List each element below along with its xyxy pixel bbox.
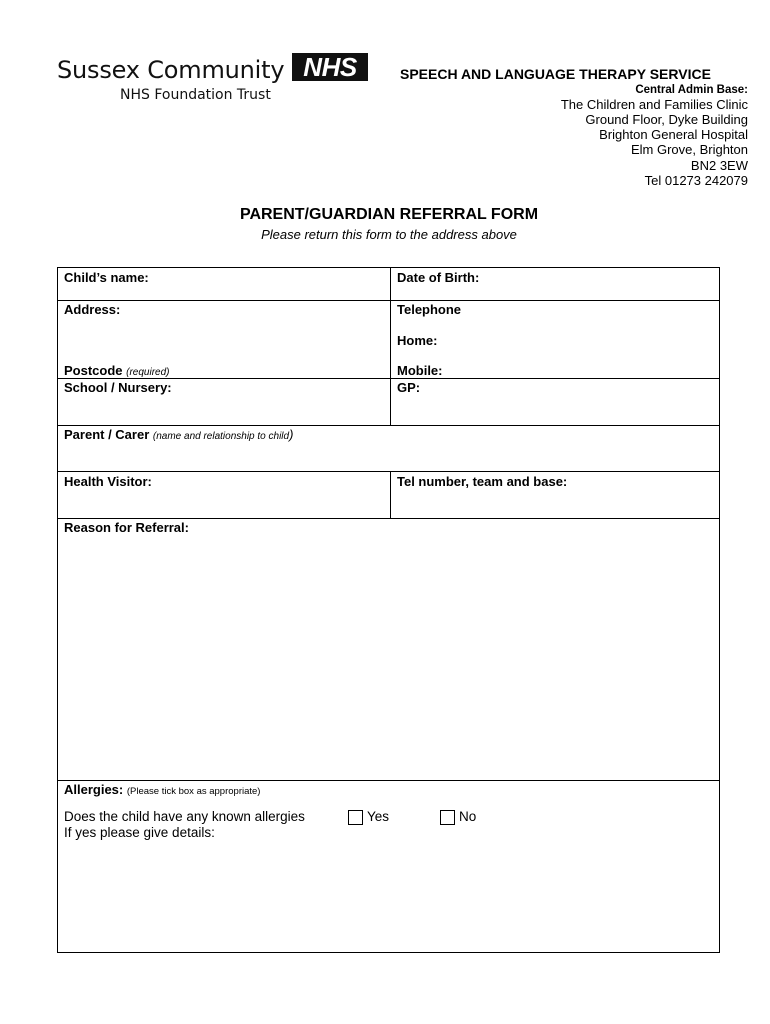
- address-line: Tel 01273 242079: [644, 173, 748, 188]
- no-label: No: [459, 809, 477, 824]
- parent-carer-field[interactable]: [64, 427, 293, 442]
- logo-org-name: Sussex Community: [57, 56, 285, 84]
- reason-for-referral-field[interactable]: Reason for Referral:: [64, 520, 189, 535]
- allergies-note: (Please tick box as appropriate): [126, 786, 261, 797]
- address-line: Elm Grove, Brighton: [630, 142, 748, 157]
- telephone-label: Telephone: [397, 302, 462, 317]
- postcode-note: (required): [126, 367, 170, 378]
- allergies-no-checkbox[interactable]: [440, 810, 455, 825]
- child-name-field[interactable]: Child’s name:: [64, 270, 149, 285]
- allergies-label: Allergies:: [64, 782, 124, 797]
- allergies-details-field[interactable]: If yes please give details:: [64, 825, 215, 840]
- postcode-label: Postcode: [64, 363, 123, 378]
- gp-field[interactable]: GP:: [397, 380, 421, 395]
- tel-team-base-field[interactable]: Tel number, team and base:: [397, 474, 568, 489]
- home-phone-field[interactable]: Home:: [397, 333, 438, 348]
- allergies-section: [64, 782, 260, 797]
- parent-carer-note: (name and relationship to child: [152, 431, 290, 442]
- service-title: SPEECH AND LANGUAGE THERAPY SERVICE: [400, 66, 711, 82]
- allergies-question: Does the child have any known allergies: [64, 809, 305, 824]
- address-line: Brighton General Hospital: [599, 127, 748, 142]
- yes-label: Yes: [367, 809, 390, 824]
- address-line: Ground Floor, Dyke Building: [585, 112, 748, 127]
- postcode-field[interactable]: [64, 363, 170, 378]
- address-line: BN2 3EW: [690, 158, 748, 173]
- school-nursery-field[interactable]: School / Nursery:: [64, 380, 172, 395]
- address-line: The Children and Families Clinic: [560, 97, 748, 112]
- allergies-yes-checkbox[interactable]: [348, 810, 363, 825]
- mobile-field[interactable]: Mobile:: [397, 363, 443, 378]
- admin-base-label: Central Admin Base:: [635, 84, 748, 96]
- form-title: PARENT/GUARDIAN REFERRAL FORM: [239, 206, 539, 223]
- form-subtitle: Please return this form to the address above: [261, 227, 517, 242]
- nhs-logo: NHS: [292, 53, 368, 81]
- logo-trust-name: NHS Foundation Trust: [120, 87, 271, 103]
- parent-carer-label: Parent / Carer: [64, 427, 150, 442]
- parent-carer-note-close: ): [289, 427, 294, 442]
- dob-field[interactable]: Date of Birth:: [397, 270, 480, 285]
- health-visitor-field[interactable]: Health Visitor:: [64, 474, 152, 489]
- address-field[interactable]: Address:: [64, 302, 121, 317]
